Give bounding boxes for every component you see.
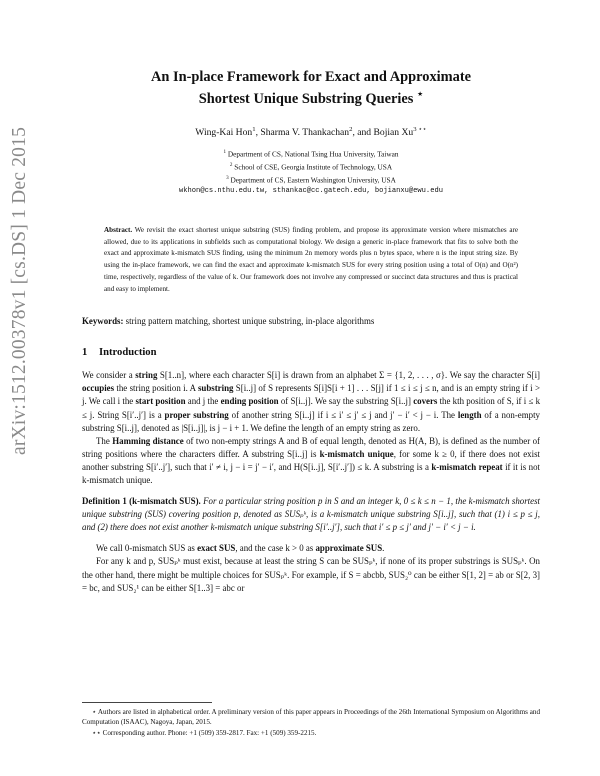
term-approximate-sus: approximate SUS	[315, 543, 383, 554]
definition-name: (k-mismatch SUS).	[126, 496, 201, 507]
term-substring: substring	[197, 383, 234, 394]
section-number: 1	[82, 347, 88, 359]
affiliation-3-text: Department of CS, Eastern Washington University, USA	[230, 175, 396, 185]
author-1: Wing-Kai Hon	[195, 126, 253, 138]
author-list	[82, 125, 540, 138]
paper-title	[82, 68, 540, 108]
affiliation-1-text: Department of CS, National Tsing Hua University, Taiwan	[227, 149, 399, 159]
term-start-position: start position	[135, 396, 186, 407]
section-heading	[82, 347, 540, 358]
affiliation-2-sup: 2	[229, 162, 233, 168]
title-line-2: Shortest Unique Substring Queries	[198, 90, 414, 107]
term-covers: covers	[413, 396, 438, 407]
paper-page	[82, 68, 540, 595]
intro-paragraph-1	[82, 369, 540, 434]
affiliations	[82, 147, 540, 186]
affiliation-1	[82, 147, 540, 160]
text-run: of another string S[i..j] if i ≤ i′ ≤ j′ ≤ j and j′ − i′ < j − i. The	[228, 409, 458, 420]
affiliation-1-sup: 1	[223, 148, 227, 155]
abstract-text: We revisit the exact shortest unique substring (SUS) finding problem, and propose its approximate version where mismatches are allowed, due to its applications in subfields such as computational biology. We design a generic in-place framework that fits to solve both the exact and approximate k-mismatch SUS finding, using the minimum 2n memory words plus n bytes space, where n is the input string size. By using the in-place framework, we can find the exact and approximate k-mismatch SUS for every string position using a total of O(n) and O(n²) time, respectively, regardless of the value of k. Our framework does not involve any compressed or succinct data structures and thus is practical and easy to implement.	[104, 226, 518, 293]
intro-paragraph-2	[82, 435, 540, 487]
text-run: , for some k ≥ 0, if there does not exist another substring S[i′..j′], such that i′ ≠ i, j − i = j′ − i′, and H(S[i..j], S[i′..j′]) ≤ k. A substring is a	[82, 448, 541, 472]
term-length: length	[457, 409, 482, 420]
text-run: S[i..j] of S represents S[i]S[i + 1] . . . S[j] if 1 ≤ i ≤ j ≤ n, and is an empty string if i > j. We call i the	[82, 383, 540, 407]
keywords	[82, 315, 540, 327]
text-run: of two non-empty strings A and B of equal length, denoted as H(A, B), is defined as the number of string positions where the characters differ. A substring S[i..j] is	[82, 435, 540, 459]
text-run: the kth position of S, if i ≤ k ≤ j. String S[i′..j′] is a	[82, 396, 541, 420]
author-3-sup: 3 ⋆⋆	[413, 125, 427, 133]
paragraph-exact-sus	[82, 542, 540, 555]
text-run: S[1..n], where each character S[i] is drawn from an alphabet Σ = {1, 2, . . . , σ}. We say the character S[i]	[157, 370, 541, 381]
affiliation-2-text: School of CSE, Georgia Institute of Technology, USA	[234, 162, 393, 172]
affiliation-3	[82, 173, 540, 186]
text-run: , and the case k > 0 as	[235, 543, 316, 554]
term-exact-sus: exact SUS	[197, 543, 236, 554]
author-2: Sharma V. Thankachan	[260, 126, 350, 138]
term-string: string	[135, 370, 158, 381]
footnotes	[82, 702, 540, 738]
author-emails: wkhon@cs.nthu.edu.tw, sthankac@cc.gatech.edu, bojianxu@ewu.edu	[179, 187, 443, 196]
definition-1	[82, 495, 540, 534]
section-title: Introduction	[99, 347, 157, 359]
author-and: , and	[352, 126, 374, 138]
affiliation-2	[82, 160, 540, 173]
text-run: of S[i..j]. We say the substring S[i..j]	[278, 396, 414, 407]
author-2-sup: 2	[349, 125, 353, 133]
footnote-1: ⋆ Authors are listed in alphabetical order. A preliminary version of this paper appears in Proceedings of the 26th International Symposium on Algorithms and Computation (ISAAC), Nagoya, Japan, 2015.	[82, 708, 540, 727]
term-ending-position: ending position	[220, 396, 279, 407]
title-line-1: An In-place Framework for Exact and Approximate	[150, 69, 472, 85]
definition-label: Definition 1	[82, 496, 127, 507]
keywords-label: Keywords:	[82, 316, 124, 327]
affiliation-3-sup: 3	[226, 175, 229, 182]
text-run: if it is not k-mismatch unique.	[82, 461, 540, 485]
keywords-text: string pattern matching, shortest unique substring, in-place algorithms	[123, 316, 375, 327]
text-run: the string position i. A	[114, 383, 198, 394]
author-sep: ,	[255, 126, 261, 138]
text-run: We consider a	[82, 370, 136, 381]
paragraph-sus-existence: For any k and p, SUSₚᵏ must exist, because at least the string S can be SUSₚᵏ, if none of its proper substrings is SUSₚᵏ. On the other hand, there might be multiple choices for SUSₚᵏ. For example, if S = abcbb, SUS₂⁰ can be either S[1, 2] = ab or S[2, 3] = bc, and SUS₂¹ can be either S[1..3] = abc or	[82, 556, 540, 593]
abstract-label: Abstract.	[104, 226, 133, 235]
footnote-2: ⋆⋆ Corresponding author. Phone: +1 (509) 359-2817. Fax: +1 (509) 359-2215.	[92, 728, 317, 737]
term-k-mismatch-repeat: k-mismatch repeat	[431, 461, 503, 472]
term-hamming-distance: Hamming distance	[112, 435, 184, 446]
term-occupies: occupies	[82, 383, 115, 394]
term-k-mismatch-unique: k-mismatch unique	[319, 448, 394, 459]
text-run: of a non-empty substring S[i..j], denoted as |S[i..j]|, is j − i + 1. We define the length of an empty string as zero.	[82, 409, 540, 433]
title-footnote-marker: ⋆	[416, 89, 424, 100]
text-run: We call 0-mismatch SUS as	[96, 543, 198, 554]
text-run: The	[96, 435, 113, 446]
text-run: and j the	[185, 396, 221, 407]
text-run: .	[382, 543, 385, 554]
term-proper-substring: proper substring	[164, 409, 229, 420]
abstract	[104, 225, 518, 295]
footnote-rule	[82, 702, 212, 703]
author-1-sup: 1	[252, 125, 256, 133]
arxiv-stamp: arXiv:1512.00378v1 [cs.DS] 1 Dec 2015	[9, 126, 30, 455]
author-3: Bojian Xu	[373, 126, 414, 138]
definition-text: For a particular string position p in S and an integer k, 0 ≤ k ≤ n − 1, the k-mismatch shortest unique substring (SUS) covering position p, denoted as SUSₚᵏ, is a k-mismatch unique substring S[i..j], such that (1) i ≤ p ≤ j, and (2) there does not exist another k-mismatch unique substring S[i′..j′], such that i′ ≤ p ≤ j′ and j′ − i′ < j − i.	[82, 496, 541, 533]
